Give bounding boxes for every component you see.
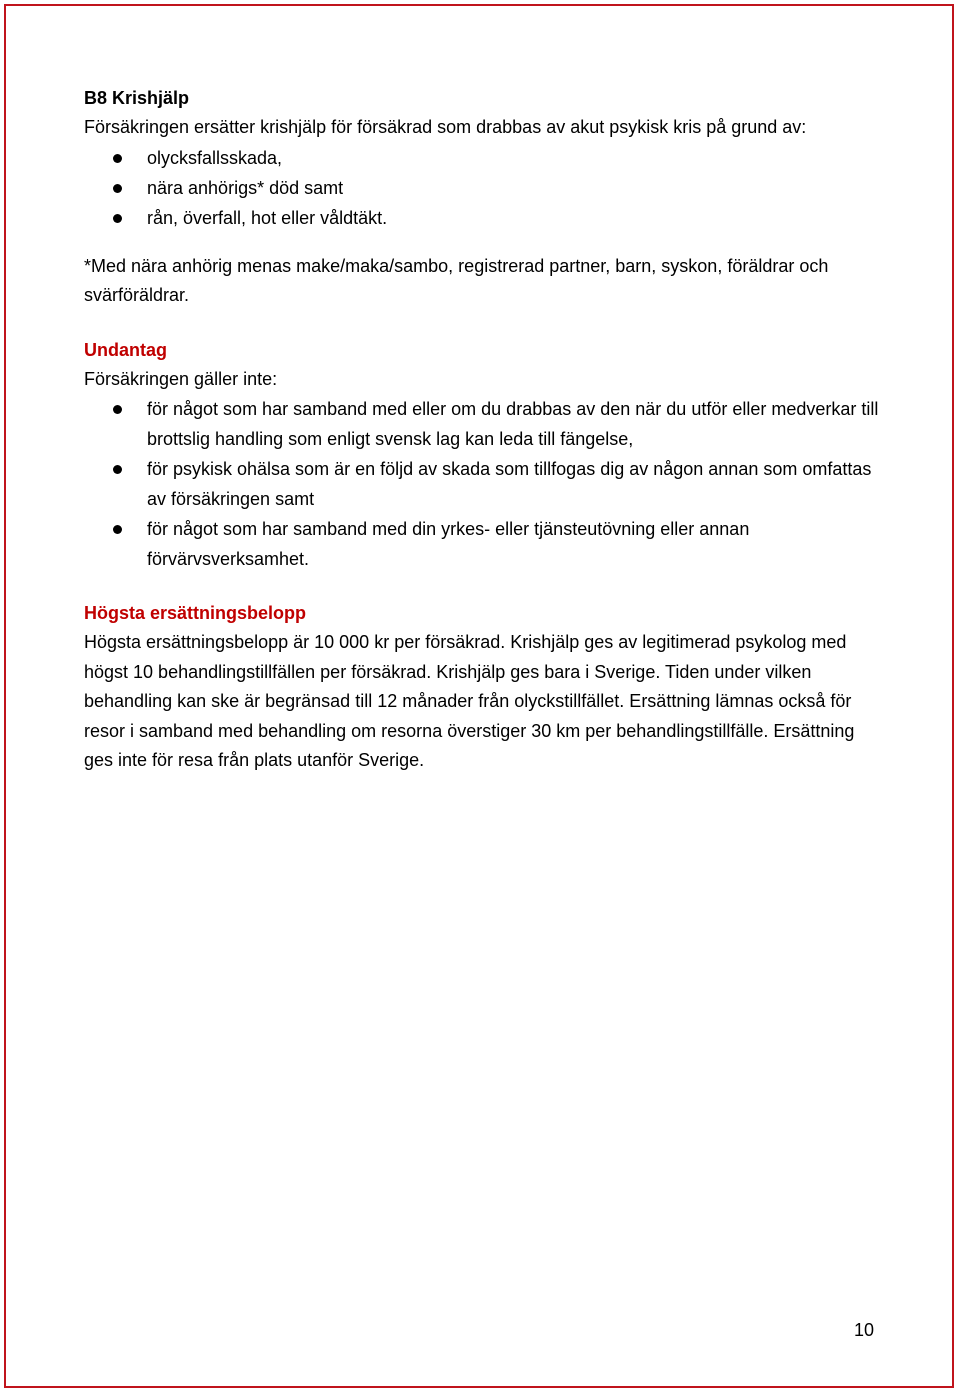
document-body bbox=[84, 84, 884, 776]
bullet-icon bbox=[113, 405, 122, 414]
bullet-icon bbox=[113, 184, 122, 193]
section-title-b8: B8 Krishjälp bbox=[84, 88, 190, 108]
undantag-bullet-list bbox=[84, 394, 884, 574]
list-item-text: rån, överfall, hot eller våldtäkt. bbox=[147, 207, 388, 228]
b8-intro-paragraph: Försäkringen ersätter krishjälp för försäkrad som drabbas av akut psykisk kris på grund av: bbox=[84, 117, 807, 137]
section-title-undantag: Undantag bbox=[84, 339, 167, 360]
list-item bbox=[84, 454, 884, 514]
list-item bbox=[84, 514, 884, 574]
list-item-text: för något som har samband med eller om du drabbas av den när du utför eller medverkar till brottslig handling som enligt svensk lag kan leda till fängelse, bbox=[147, 399, 879, 449]
list-item-text: för psykisk ohälsa som är en följd av skada som tillfogas dig av någon annan som omfattas av försäkringen samt bbox=[147, 459, 872, 509]
page-number: 10 bbox=[854, 1320, 875, 1340]
list-item bbox=[84, 143, 884, 173]
list-item bbox=[84, 173, 884, 203]
hogsta-paragraph: Högsta ersättningsbelopp är 10 000 kr per försäkrad. Krishjälp ges av legitimerad psykolog med högst 10 behandlingstillfällen per försäkrad. Krishjälp ges bara i Sverige. Tiden under vilken behandling kan ske är begränsad till 12 månader från olyckstillfället. Ersättning lämnas också för resor i samband med behandling om resorna överstiger 30 km per behandlingstillfälle. Ersättning ges inte för resa från plats utanför Sverige. bbox=[84, 632, 855, 770]
relative-definition-note: *Med nära anhörig menas make/maka/sambo, registrerad partner, barn, syskon, föräldrar och svärföräldrar. bbox=[84, 255, 829, 305]
bullet-icon bbox=[113, 465, 122, 474]
list-item-text: olycksfallsskada, bbox=[147, 147, 283, 168]
section-title-hogsta: Högsta ersättningsbelopp bbox=[84, 603, 307, 623]
list-item bbox=[84, 394, 884, 454]
list-item-text: för något som har samband med din yrkes- eller tjänsteutövning eller annan förvärvsverksamhet. bbox=[147, 519, 750, 569]
undantag-intro-paragraph: Försäkringen gäller inte: bbox=[84, 368, 278, 389]
list-item bbox=[84, 203, 884, 233]
list-item-text: nära anhörigs* död samt bbox=[147, 177, 344, 198]
bullet-icon bbox=[113, 214, 122, 223]
bullet-icon bbox=[113, 525, 122, 534]
bullet-icon bbox=[113, 154, 122, 163]
b8-bullet-list bbox=[84, 143, 884, 233]
